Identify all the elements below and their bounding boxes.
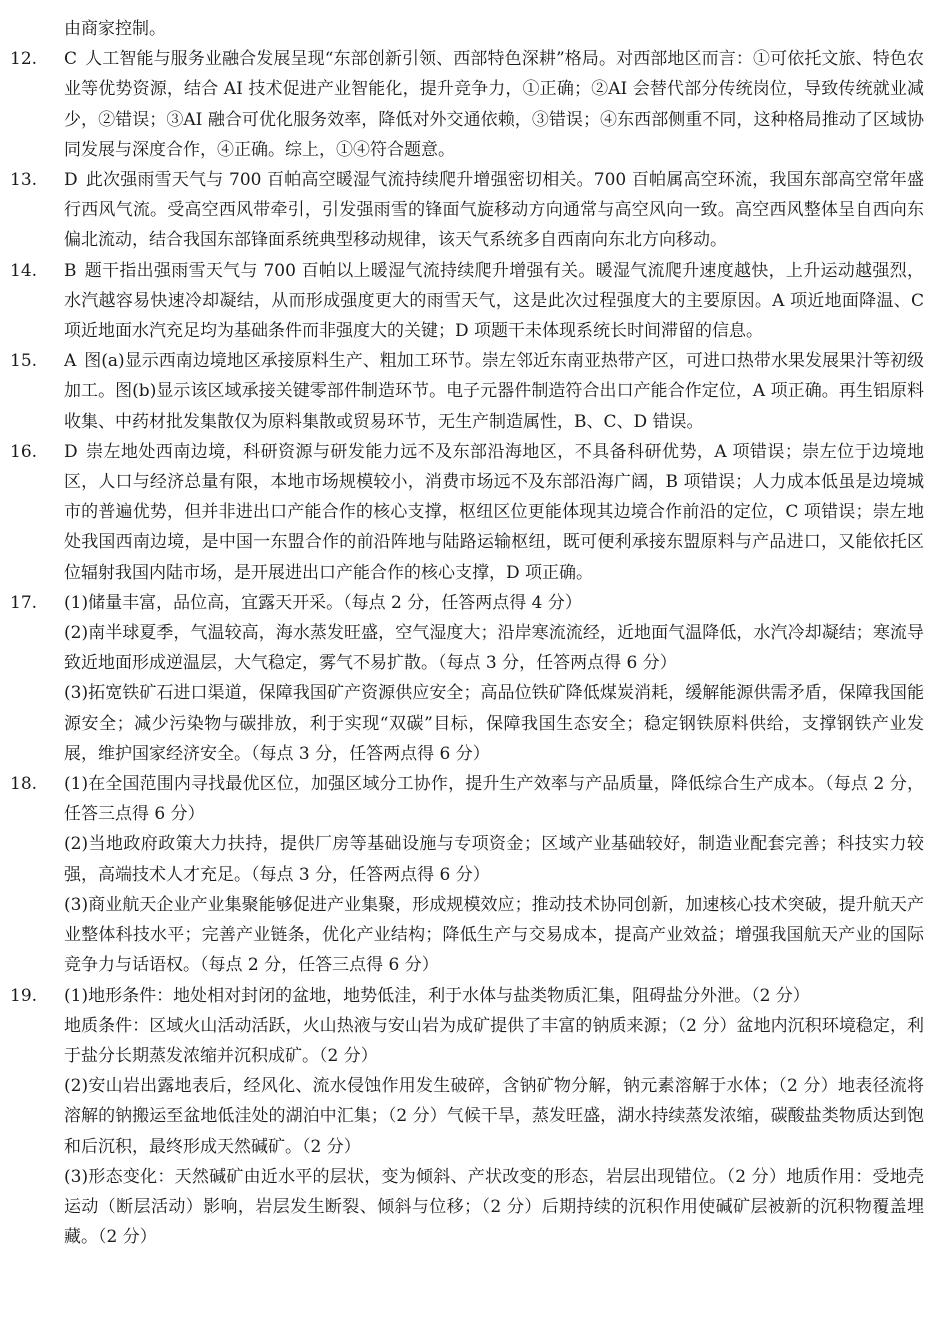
explanation: 崇左地处西南边境，科研资源与研发能力远不及东部沿海地区，不具备科研优势，A 项错误；崇左位于边境地区，人口与经济总量有限，本地市场规模较小，消费市场远不及东部沿海广阔，B 项错误；人力成本低虽是边境城市的普遍优势，但并非进出口产能合作的核心支撑，枢纽区位更能体现其边境合作前沿的定位，C 项错误；崇左地处我国西南边境，是中国一东盟合作的前沿阵地与陆路运输枢纽，既可便利承接东盟原料与产品进口，又能依托区位辐射我国内陆市场，是开展进出口产能合作的核心支撑，D 项正确。 xyxy=(64,441,924,583)
sub-answer-3: (3)形态变化：天然碱矿由近水平的层状，变为倾斜、产状改变的形态，岩层出现错位。（2 分）地质作用：受地壳运动（断层活动）影响，岩层发生断裂、倾斜与位移；（2 分）后期持续的沉积作用使碱矿层被新的沉积物覆盖埋藏。（2 分） xyxy=(64,1166,924,1248)
sub-answer-3: (3)商业航天企业产业集聚能够促进产业集聚，形成规模效应；推动技术协同创新，加速核心技术突破，提升航天产业整体科技水平；完善产业链条，优化产业结构；降低生产与交易成本，提高产业效益；增强我国航天产业的国际竞争力与话语权。（每点 2 分，任答三点得 6 分） xyxy=(64,894,924,976)
answer-item-15 xyxy=(10,346,924,437)
explanation: 人工智能与服务业融合发展呈现“东部创新引领、西部特色深耕”格局。对西部地区而言：①可依托文旅、特色农业等优势资源，结合 AI 技术促进产业智能化，提升竞争力，①正确；②AI 会替代部分传统岗位，导致传统就业减少，②错误；③AI 融合可优化服务效率，降低对外交通依赖，③错误；④东西部侧重不同，这种格局推动了区域协同发展与深度合作，④正确。综上，①④符合题意。 xyxy=(64,49,924,160)
answer-choice: D xyxy=(64,441,78,462)
sub-answer-1-continued: 地质条件：区域火山活动活跃，火山热液与安山岩为成矿提供了丰富的钠质来源；（2 分）盆地内沉积环境稳定，利于盐分长期蒸发浓缩并沉积成矿。（2 分） xyxy=(64,1015,924,1066)
question-number: 16. xyxy=(10,441,38,462)
sub-answer-1: (1)在全国范围内寻找最优区位，加强区域分工协作，提升生产效率与产品质量，降低综合生产成本。（每点 2 分，任答三点得 6 分） xyxy=(64,774,924,825)
answer-choice: B xyxy=(64,260,77,281)
question-number: 14. xyxy=(10,260,38,281)
answer-text xyxy=(64,165,924,256)
question-number: 18. xyxy=(10,774,38,795)
explanation: 题干指出强雨雪天气与 700 百帕以上暖湿气流持续爬升增强有关。暖湿气流爬升速度越快，上升运动越强烈，水汽越容易快速冷却凝结，从而形成强度更大的雨雪天气，这是此次过程强度大的主要原因。A 项近地面降温、C 项近地面水汽充足均为基础条件而非强度大的关键；D 项题干未体现系统长时间滞留的信息。 xyxy=(64,260,924,342)
sub-answer-2: (2)当地政府政策大力扶持，提供厂房等基础设施与专项资金；区域产业基础较好，制造业配套完善；科技实力较强，高端技术人才充足。（每点 3 分，任答两点得 6 分） xyxy=(64,834,924,885)
answer-choice: A xyxy=(64,351,77,372)
answer-text xyxy=(64,256,924,347)
answer-choice: C xyxy=(64,49,78,70)
answer-text xyxy=(64,437,924,588)
sub-answer-2: (2)安山岩出露地表后，经风化、流水侵蚀作用发生破碎，含钠矿物分解，钠元素溶解于水体；（2 分）地表径流将溶解的钠搬运至盆地低洼处的湖泊中汇集；（2 分）气候干旱，蒸发旺盛，湖水持续蒸发浓缩，碳酸盐类物质达到饱和后沉积，最终形成天然碱矿。（2 分） xyxy=(64,1076,924,1157)
question-number: 17. xyxy=(10,592,38,613)
answer-choice: D xyxy=(64,170,78,191)
question-number: 15. xyxy=(10,351,38,372)
answer-item-12 xyxy=(10,44,924,165)
question-number: 19. xyxy=(10,985,38,1006)
explanation: 图(a)显示西南边境地区承接原料生产、粗加工环节。崇左邻近东南亚热带产区，可进口热带水果发展果汁等初级加工。图(b)显示该区域承接关键零部件制造环节。电子元器件制造符合出口产能合作定位，A 项正确。再生铝原料收集、中药材批发集散仅为原料集散或贸易环节，无生产制造属性，B、C、D 错误。 xyxy=(64,351,924,432)
sub-answer-2: (2)南半球夏季，气温较高，海水蒸发旺盛，空气湿度大；沿岸寒流流经，近地面气温降低，水汽冷却凝结；寒流导致近地面形成逆温层，大气稳定，雾气不易扩散。（每点 3 分，任答两点得 6 分） xyxy=(64,623,924,674)
question-number: 12. xyxy=(10,49,38,70)
question-number: 13. xyxy=(10,170,38,191)
answer-text xyxy=(64,44,924,165)
answer-item-17 xyxy=(10,588,924,769)
answer-text xyxy=(64,346,924,437)
answer-item-18 xyxy=(10,769,924,980)
intro-line: 由商家控制。 xyxy=(64,19,166,39)
answer-item-14 xyxy=(10,256,924,347)
sub-answer-3: (3)拓宽铁矿石进口渠道，保障我国矿产资源供应安全；高品位铁矿降低煤炭消耗，缓解能源供需矛盾，保障我国能源安全；减少污染物与碳排放，利于实现“双碳”目标，保障我国生态安全；稳定钢铁原料供给，支撑钢铁产业发展，维护国家经济安全。（每点 3 分，任答两点得 6 分） xyxy=(64,683,924,764)
answer-item-13 xyxy=(10,165,924,256)
sub-answer-1: (1)储量丰富，品位高，宜露天开采。（每点 2 分，任答两点得 4 分） xyxy=(64,592,582,613)
answer-item-19 xyxy=(10,981,924,1253)
sub-answer-1: (1)地形条件：地处相对封闭的盆地，地势低洼，利于水体与盐类物质汇集，阻碍盐分外泄。（2 分） xyxy=(64,985,810,1006)
answer-item-16 xyxy=(10,437,924,588)
explanation: 此次强雨雪天气与 700 百帕高空暖湿气流持续爬升增强密切相关。700 百帕属高空环流，我国东部高空常年盛行西风气流。受高空西风带牵引，引发强雨雪的锋面气旋移动方向通常与高空风向一致。高空西风整体呈自西向东偏北流动，结合我国东部锋面系统典型移动规律，该天气系统多自西南向东北方向移动。 xyxy=(64,170,924,251)
